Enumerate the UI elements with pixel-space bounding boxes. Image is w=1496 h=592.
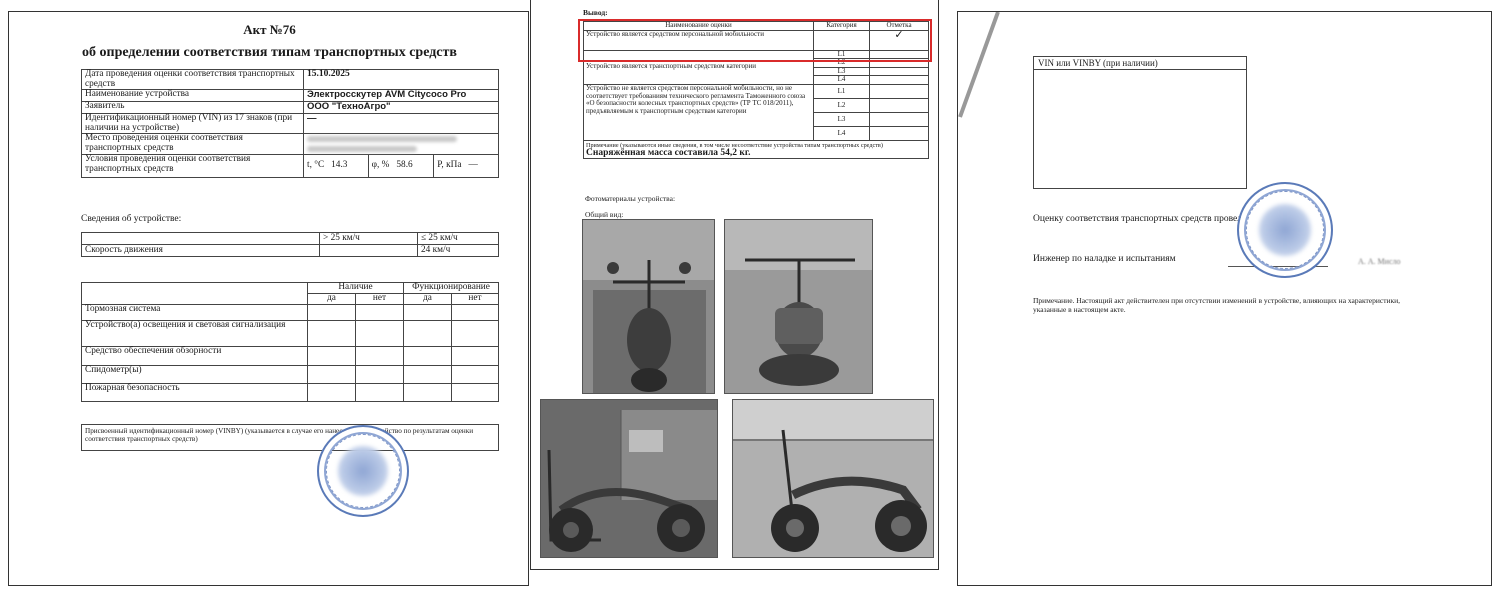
row-pmv: Устройство является средством персональной мобильности (584, 30, 814, 50)
photo-side-right (732, 399, 934, 558)
cat-l2: L2 (814, 98, 870, 112)
company-stamp (317, 425, 409, 517)
presence-header: Наличие (308, 283, 404, 294)
table-row (82, 90, 499, 102)
table-row (82, 102, 499, 114)
vinby-table (81, 424, 499, 451)
assess-text: Оценку соответствия транспортных средств провел: (1033, 214, 1245, 224)
info-value-applicant: ООО "ТехноАгро" (304, 102, 499, 114)
photo-front (582, 219, 715, 394)
speed-value: 24 км/ч (418, 245, 499, 257)
photo-rear (724, 219, 873, 394)
speed-col-gt: > 25 км/ч (320, 233, 418, 245)
col-name: Наименование оценки (584, 22, 814, 31)
vin-box (1033, 56, 1247, 189)
table-row (82, 305, 499, 321)
conclusion-heading: Вывод: (583, 8, 608, 17)
col-mark: Отметка (870, 22, 929, 31)
info-label: Условия проведения оценки соответствия транспортных средств (82, 155, 304, 178)
col-category: Категория (814, 22, 870, 31)
redacted-text (307, 136, 457, 142)
function-no: нет (452, 294, 499, 305)
info-value-device: Электросскутер AVM Citycoco Pro (304, 90, 499, 102)
table-row (82, 366, 499, 384)
info-value-date: 15.10.2025 (304, 70, 499, 90)
cat-l1: L1 (814, 50, 870, 59)
table-row (82, 321, 499, 347)
feature-label: Спидометр(ы) (82, 366, 308, 384)
table-row (82, 70, 499, 90)
act-title: Акт №76 (243, 22, 296, 37)
cat-l1: L1 (814, 84, 870, 98)
vinby-note: Присвоенный идентификационный номер (VINBY) (указывается в случае его нанесения на устройство по результатам оценки соответствия транспортных средств) (82, 425, 499, 451)
document-page-1 (8, 11, 529, 586)
speed-label: Скорость движения (82, 245, 320, 257)
info-label: Наименование устройства (82, 90, 304, 102)
speed-table (81, 232, 499, 257)
feature-label: Пожарная безопасность (82, 384, 308, 402)
section-device-heading: Сведения об устройстве: (81, 214, 182, 224)
photo-side-left (540, 399, 718, 558)
info-label: Дата проведения оценки соответствия транспортных средств (82, 70, 304, 90)
info-value-vin: — (304, 114, 499, 134)
pressure-label: P, кПа (437, 160, 462, 171)
document-page-3 (957, 11, 1492, 586)
check-mark: ✓ (870, 30, 929, 50)
info-label: Заявитель (82, 102, 304, 114)
photo-heading: Фотоматериалы устройства: (585, 194, 676, 203)
document-page-2 (530, 0, 939, 570)
feature-label: Средство обеспечения обзорности (82, 347, 308, 366)
note-prefix: Примечание (указываются иные сведения, в том числе несоответствие устройства типам транспортных средств) (586, 141, 883, 149)
table-row (82, 384, 499, 402)
speed-col-le: ≤ 25 км/ч (418, 233, 499, 245)
table-row (82, 233, 499, 245)
pressure-value: — (468, 160, 478, 171)
info-value-place-redacted (304, 134, 499, 155)
info-label: Место проведения оценки соответствия транспортных средств (82, 134, 304, 155)
photo-subheading: Общий вид: (585, 210, 624, 219)
table-row (82, 155, 499, 178)
cat-l3: L3 (814, 112, 870, 126)
function-header: Функционирование (404, 283, 499, 294)
table-row (82, 114, 499, 134)
features-table (81, 282, 499, 402)
engineer-name: А. А. Мисло (1358, 257, 1401, 266)
cat-l3: L3 (814, 67, 870, 76)
table-row (82, 134, 499, 155)
presence-yes: да (308, 294, 356, 305)
table-row (82, 245, 499, 257)
vin-label: VIN или VINBY (при наличии) (1034, 57, 1246, 70)
company-stamp (1237, 182, 1333, 278)
presence-no: нет (356, 294, 404, 305)
redacted-text (307, 146, 417, 152)
cat-l4: L4 (814, 76, 870, 85)
temperature-value: 14.3 (331, 160, 348, 171)
row-vehicle: Устройство является транспортным средством категории (584, 50, 814, 84)
table-row (82, 347, 499, 366)
conditions-cell (304, 155, 499, 178)
note-mass: Снаряжённая масса составила 54,2 кг. (586, 147, 751, 158)
act-subtitle: об определении соответствия типам транспортных средств (82, 45, 457, 60)
cat-l2: L2 (814, 59, 870, 68)
cat-l4: L4 (814, 126, 870, 140)
humidity-label: φ, % (371, 160, 390, 171)
function-yes: да (404, 294, 452, 305)
feature-label: Тормозная система (82, 305, 308, 321)
engineer-label: Инженер по наладке и испытаниям (1033, 254, 1176, 264)
info-table (81, 69, 499, 178)
feature-label: Устройство(а) освещения и световая сигнализация (82, 321, 308, 347)
temperature-label: t, °C (307, 160, 325, 171)
row-nonconform: Устройство не является средством персональной мобильности, но не соответствует требованиям технического регламента Таможенного союза «О безопасности колесных транспортных средств» (ТР ТС 018/2011), предъявляемым к транспортным средствам категории (584, 84, 814, 140)
highlight-box (578, 19, 932, 62)
humidity-value: 58.6 (396, 160, 413, 171)
page-fold-mark (958, 12, 1018, 122)
validity-note: Примечание. Настоящий акт действителен при отсутствии изменений в устройстве, влияющих на характеристики, указанные в настоящем акте. (1033, 296, 1401, 314)
table-row (584, 140, 929, 158)
info-label: Идентификационный номер (VIN) из 17 знаков (при наличии на устройстве) (82, 114, 304, 134)
